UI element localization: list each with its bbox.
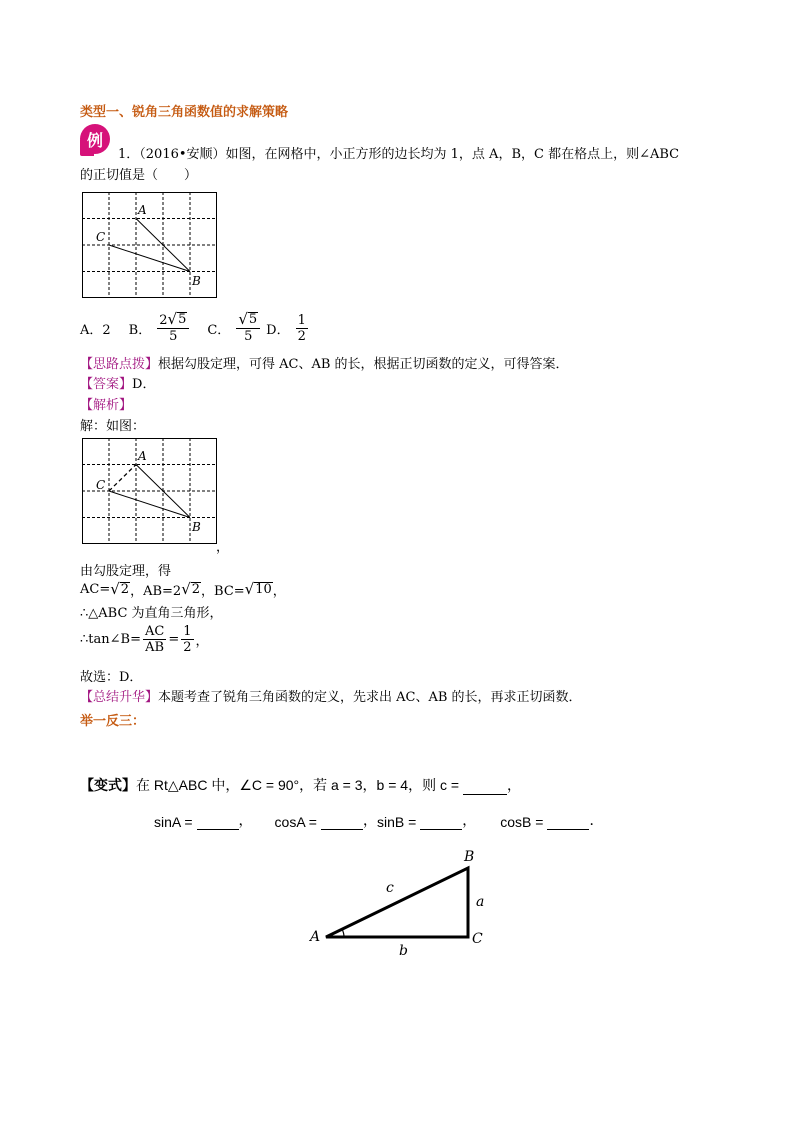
side-label-b: b [399, 943, 408, 959]
point-label-c-2: C [96, 478, 106, 492]
ac-prefix: AC= [80, 582, 111, 597]
cos-a-label: cosA = [274, 814, 317, 830]
option-d-prefix: D． [266, 322, 290, 338]
point-label-a: A [138, 203, 147, 217]
vertex-label-b: B [464, 849, 475, 865]
tan-den: AB [145, 640, 165, 655]
pythag-line: 由勾股定理，得 [80, 564, 172, 579]
option-c-fraction: √ 5 5 [236, 312, 260, 344]
hint-line [80, 353, 569, 372]
option-c-prefix: C． [207, 322, 231, 338]
sin-b-label: sinB = [376, 814, 417, 830]
summary-text: 本题考查了锐角三角函数的定义，先求出 AC、AB 的长，再求正切函数． [158, 690, 582, 705]
tan-eq: = [168, 632, 180, 647]
bc-rad: 10 [255, 582, 272, 597]
option-b-prefix: B． [128, 322, 152, 338]
cos-b-label: cosB = [500, 814, 544, 830]
grid-figure-1 [82, 192, 220, 302]
blank-sin-b [420, 829, 462, 830]
problem-line-1: 1．（2016•安顺）如图，在网格中，小正方形的边长均为 1，点 A，B，C 都在格点上，则∠ABC [118, 147, 680, 162]
tan-line [80, 624, 209, 655]
grid-figure-2 [82, 438, 220, 548]
option-d-den: 2 [297, 328, 306, 344]
answer-text: D． [132, 377, 156, 392]
lengths-line: AC= √ 2 ，AB=2 √ 2 ，BC= √ 10 ， [80, 580, 286, 599]
summary-tag: 【总结升华】 [80, 690, 159, 705]
figure-2-comma: ， [216, 540, 230, 555]
answer-line [80, 373, 155, 392]
option-b-num-coef: 2 [159, 313, 168, 328]
sin-a-label: sinA = [154, 814, 193, 830]
variant-end2: ． [589, 812, 604, 828]
hint-tag: 【思路点拨】 [80, 357, 159, 372]
option-b-den: 5 [169, 329, 178, 344]
half-fraction [181, 624, 193, 655]
vertex-label-a: A [310, 929, 321, 945]
tan-fraction [143, 624, 166, 655]
variant-tag: 【变式】 [80, 777, 136, 793]
tan-end: ， [195, 634, 209, 649]
segment-ac-dashed [109, 465, 136, 492]
option-b-fraction: 2 √ 5 5 [157, 312, 189, 344]
ab-rad: 2 [191, 582, 201, 597]
point-label-c: C [96, 230, 106, 244]
segment-cb-2 [109, 491, 190, 518]
point-label-a-2: A [138, 449, 147, 463]
point-label-b: B [192, 274, 201, 288]
option-c-num-rad: 5 [248, 312, 258, 327]
sep-1: ， [238, 812, 253, 828]
right-triangle-figure [300, 840, 510, 965]
option-d-num: 1 [297, 312, 306, 328]
point-label-b-2: B [192, 520, 201, 534]
sep-2: ， [362, 812, 377, 828]
trig-blanks-row [154, 810, 603, 830]
side-label-a: a [476, 894, 485, 910]
variant-line [80, 775, 521, 795]
half-den: 2 [183, 640, 192, 655]
option-b-num-rad: 5 [178, 312, 187, 327]
choice-line: 故选：D． [80, 670, 143, 685]
practice-title: 举一反三： [80, 714, 146, 729]
variant-end1: ， [507, 777, 522, 793]
options-row [80, 312, 310, 344]
tan-prefix: ∴tan∠B= [80, 632, 141, 647]
right-triangle-line: ∴△ABC 为直角三角形， [80, 606, 223, 621]
vertex-label-c: C [472, 931, 483, 947]
problem-line-2: 的正切值是（ ） [80, 168, 198, 183]
segment-cb [109, 245, 190, 272]
option-d-fraction [296, 313, 308, 344]
triangle-shape [326, 868, 468, 937]
blank-cos-a [321, 829, 363, 830]
summary-line [80, 686, 582, 705]
hint-text: 根据勾股定理，可得 AC、AB 的长，根据正切函数的定义，可得答案． [158, 357, 569, 372]
variant-text: 在 Rt△ABC 中，∠C = 90°，若 a = 3，b = 4，则 c = [136, 777, 460, 793]
ac-rad: 2 [120, 582, 130, 597]
ab-prefix: ，AB=2 [130, 584, 182, 599]
analysis-tag: 【解析】 [80, 398, 133, 413]
solution-intro: 解：如图： [80, 419, 146, 434]
section-title: 类型一、锐角三角函数值的求解策略 [80, 105, 289, 120]
half-num: 1 [183, 624, 192, 639]
answer-tag: 【答案】 [80, 377, 133, 392]
option-a: A．2 [80, 322, 111, 338]
option-c-den: 5 [244, 329, 253, 344]
blank-sin-a [197, 829, 239, 830]
blank-cos-b [547, 829, 589, 830]
sep-3: ， [462, 812, 477, 828]
blank-c [463, 794, 507, 795]
lengths-end: ， [272, 584, 286, 599]
tan-num: AC [144, 624, 165, 639]
bc-prefix: ，BC= [201, 584, 245, 599]
example-badge: 例 [80, 124, 110, 154]
side-label-c: c [386, 880, 394, 896]
